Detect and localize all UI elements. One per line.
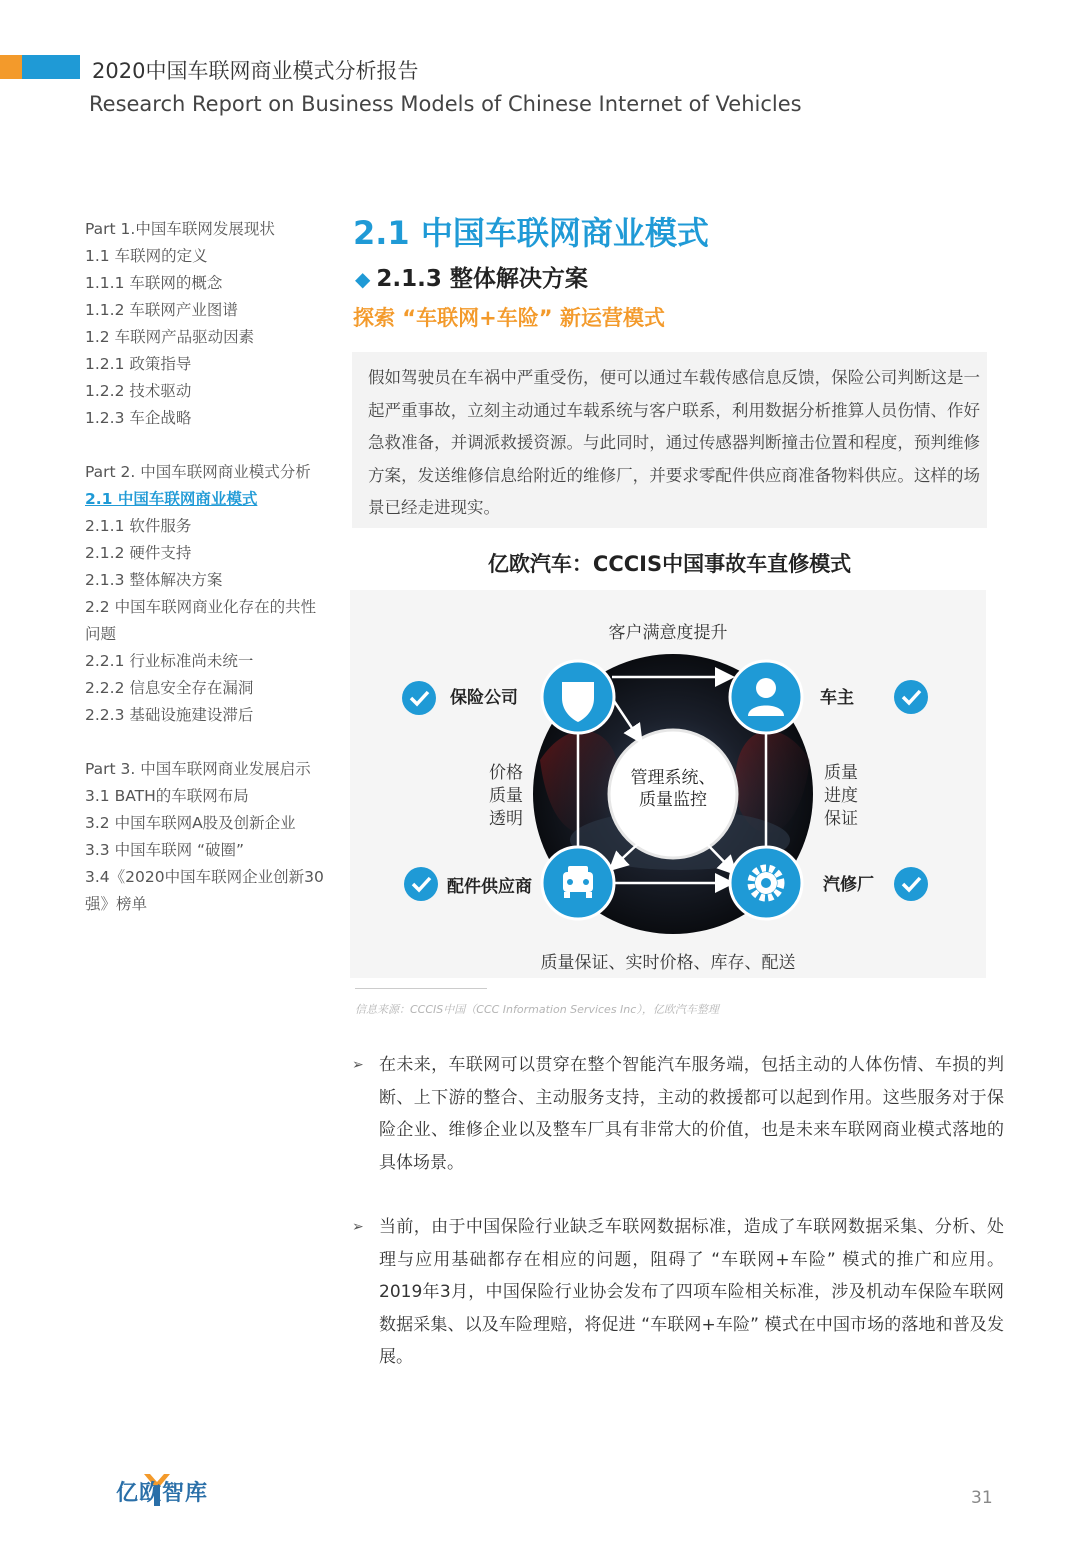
section-title: 2.1 中国车联网商业模式 — [353, 214, 709, 252]
toc-item[interactable]: 3.3 中国车联网 “破圈” — [85, 841, 245, 859]
page-number: 31 — [971, 1488, 993, 1508]
supplier-node — [542, 847, 614, 919]
cccis-diagram — [350, 590, 986, 978]
toc-item[interactable]: 1.1.1 车联网的概念 — [85, 274, 223, 292]
toc-item[interactable]: 2.1.2 硬件支持 — [85, 544, 192, 562]
toc-item[interactable]: 2.1.1 软件服务 — [85, 517, 192, 535]
source-note: 信息来源：CCCIS中国（CCC Information Services Inc），亿欧汽车整理 — [355, 1003, 719, 1016]
top-label: 客户满意度提升 — [608, 623, 728, 643]
toc-item[interactable]: 2.2 中国车联网商业化存在的共性问题 — [85, 598, 317, 643]
repair-label: 汽修厂 — [823, 875, 874, 895]
repair-node — [730, 847, 802, 919]
header-accent-blue — [22, 55, 80, 79]
toc-item[interactable]: 1.1 车联网的定义 — [85, 247, 208, 265]
toc-item[interactable]: 2.2.2 信息安全存在漏洞 — [85, 679, 254, 697]
logo-text: 亿欧智库 — [116, 1481, 209, 1506]
toc-item[interactable]: 2.2.3 基础设施建设滞后 — [85, 706, 254, 724]
owner-label: 车主 — [820, 688, 854, 708]
arrow-bullet-icon: ➢ — [352, 1219, 364, 1235]
diamond-bullet-icon: ◆ — [355, 267, 371, 291]
toc-item[interactable]: 2.1.3 整体解决方案 — [85, 571, 223, 589]
toc-spacer — [85, 432, 330, 459]
left-label-1: 价格 — [489, 763, 523, 783]
toc-spacer — [85, 729, 330, 756]
center-label-line2: 质量监控 — [639, 790, 707, 810]
right-label-1: 质量 — [824, 763, 858, 783]
toc-item[interactable]: Part 2. 中国车联网商业模式分析 — [85, 463, 311, 481]
check-icon — [894, 680, 928, 714]
toc-item[interactable]: 1.2.3 车企战略 — [85, 409, 192, 427]
toc-item[interactable]: 3.1 BATH的车联网布局 — [85, 787, 249, 805]
bullet-text: 当前，由于中国保险行业缺乏车联网数据标准，造成了车联网数据采集、分析、处理与应用基础都存在相应的问题，阻碍了 “车联网+车险” 模式的推广和应用。2019年3月，中国保险行业协会发布了四项车险相关标准，涉及机动车保险车联网数据采集、以及车险理赔，将促进 “车联网+车险” 模式在中国市场的落地和普及发展。 — [379, 1217, 1004, 1367]
subsection-title: 2.1.3 整体解决方案 — [376, 266, 588, 292]
owner-node — [730, 661, 802, 733]
left-label-3: 透明 — [489, 809, 523, 829]
highlight-heading: 探索 “车联网+车险” 新运营模式 — [353, 306, 665, 330]
toc-item[interactable]: 2.2.1 行业标准尚未统一 — [85, 652, 254, 670]
toc-item[interactable]: 1.2.1 政策指导 — [85, 355, 192, 373]
toc-item-active[interactable]: 2.1 中国车联网商业模式 — [85, 490, 258, 508]
report-title: 2020中国车联网商业模式分析报告 — [92, 59, 419, 83]
insurer-node — [542, 661, 614, 733]
user-icon — [756, 678, 776, 698]
diagram-title: 亿欧汽车：CCCIS中国事故车直修模式 — [487, 552, 852, 576]
bullet-paragraph — [352, 1049, 1004, 1179]
center-label-line1: 管理系统、 — [630, 768, 716, 788]
check-icon — [402, 681, 436, 715]
check-icon — [404, 867, 438, 901]
check-icon — [894, 867, 928, 901]
insurer-label: 保险公司 — [450, 688, 518, 708]
toc-item[interactable]: 3.2 中国车联网A股及创新企业 — [85, 814, 296, 832]
toc-item[interactable]: 1.2 车联网产品驱动因素 — [85, 328, 255, 346]
intro-paragraph: 假如驾驶员在车祸中严重受伤，便可以通过车载传感信息反馈，保险公司判断这是一起严重事故，立刻主动通过车载系统与客户联系，利用数据分析推算人员伤情、作好急救准备，并调派救援资源。与此同时，通过传感器判断撞击位置和程度，预判维修方案，发送维修信息给附近的维修厂，并要求零配件供应商准备物料供应。这样的场景已经走进现实。 — [368, 368, 980, 517]
report-subtitle: Research Report on Business Models of Chinese Internet of Vehicles — [89, 92, 802, 116]
header-accent-orange — [0, 55, 22, 79]
bullet-paragraph — [352, 1211, 1004, 1374]
toc-item[interactable]: Part 1.中国车联网发展现状 — [85, 220, 275, 238]
arrow-bullet-icon: ➢ — [352, 1057, 364, 1073]
supplier-label: 配件供应商 — [447, 877, 532, 897]
right-label-2: 进度 — [824, 786, 858, 806]
toc-item[interactable]: Part 3. 中国车联网商业发展启示 — [85, 760, 311, 778]
toc-item[interactable]: 3.4《2020中国车联网企业创新30强》榜单 — [85, 868, 324, 913]
toc-item[interactable]: 1.1.2 车联网产业图谱 — [85, 301, 238, 319]
toc-item[interactable]: 1.2.2 技术驱动 — [85, 382, 192, 400]
subsection-heading — [355, 260, 588, 293]
table-of-contents — [85, 216, 330, 918]
source-divider — [355, 988, 487, 989]
right-label-3: 保证 — [824, 809, 858, 829]
bullet-text: 在未来，车联网可以贯穿在整个智能汽车服务端，包括主动的人体伤情、车损的判断、上下游的整合、主动服务支持，主动的救援都可以起到作用。这些服务对于保险企业、维修企业以及整车厂具有非常大的价值，也是未来车联网商业模式落地的具体场景。 — [379, 1055, 1004, 1173]
left-label-2: 质量 — [489, 786, 523, 806]
bottom-label: 质量保证、实时价格、库存、配送 — [540, 953, 796, 973]
